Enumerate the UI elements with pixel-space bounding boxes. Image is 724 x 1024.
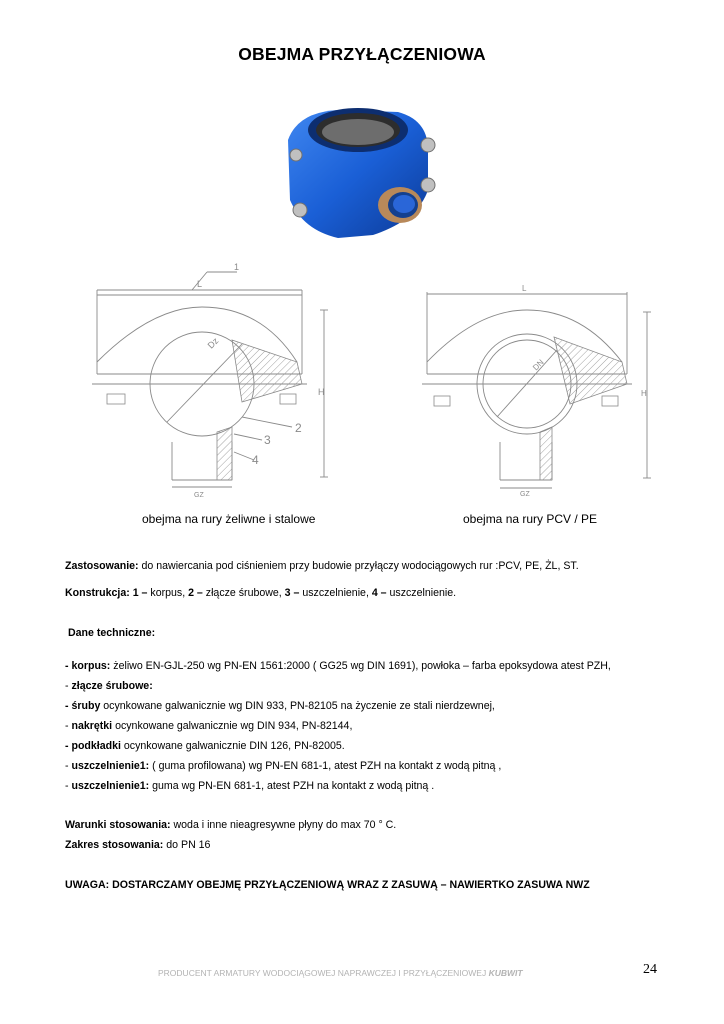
konstrukcja-num-2: 2 – bbox=[188, 587, 203, 599]
dane-row bbox=[65, 680, 153, 692]
dane-prefix: - bbox=[65, 700, 72, 712]
drawing-left-label-n3: 3 bbox=[264, 433, 271, 447]
konstrukcja-text-3: uszczelnienie, bbox=[299, 587, 372, 599]
konstrukcja-num-3: 3 – bbox=[284, 587, 300, 599]
dane-row bbox=[65, 780, 434, 792]
dane-row bbox=[65, 660, 611, 672]
konstrukcja-text-4: uszczelnienie. bbox=[386, 587, 457, 599]
dane-text: żeliwo EN-GJL-250 wg PN-EN 1561:2000 ( GG25 wg DIN 1691), powłoka – farba epoksydowa atest PZH, bbox=[110, 660, 611, 672]
zakres-label: Zakres stosowania: bbox=[65, 839, 164, 851]
drawing-right-label-H: H bbox=[641, 389, 647, 398]
product-photo bbox=[278, 100, 448, 240]
konstrukcja-label: Konstrukcja: bbox=[65, 587, 130, 599]
drawing-right-label-GZ: GZ bbox=[520, 491, 530, 498]
konstrukcja-num-4: 4 – bbox=[371, 587, 387, 599]
caption-left: obejma na rury żeliwne i stalowe bbox=[142, 512, 316, 526]
dane-text: ocynkowane galwanicznie DIN 126, PN-82005. bbox=[120, 740, 345, 752]
caption-right: obejma na rury PCV / PE bbox=[463, 512, 598, 526]
zakres-text: do PN 16 bbox=[163, 839, 211, 851]
dane-bold: podkładki bbox=[71, 740, 121, 752]
dane-bold: korpus: bbox=[71, 660, 111, 672]
dane-prefix: - bbox=[65, 740, 72, 752]
dane-bold: uszczelnienie1: bbox=[71, 780, 150, 792]
dane-prefix: - bbox=[65, 780, 72, 792]
konstrukcja-text-1: korpus, bbox=[147, 587, 189, 599]
drawing-right-label-DN: DN bbox=[531, 357, 546, 373]
dane-bold: nakrętki bbox=[71, 720, 113, 732]
drawing-left-label-n1: 1 bbox=[234, 262, 240, 272]
warunki-label: Warunki stosowania: bbox=[65, 819, 171, 831]
footer-brand: KUBWIT bbox=[488, 968, 523, 978]
dane-row bbox=[65, 760, 501, 772]
dane-text: ocynkowane galwanicznie wg DIN 934, PN-82144, bbox=[112, 720, 353, 732]
dane-text: guma wg PN-EN 681-1, atest PZH na kontakt z wodą pitną . bbox=[149, 780, 435, 792]
zastosowanie-text: do nawiercania pod ciśnieniem przy budowie przyłączy wodociągowych rur :PCV, PE, ŻL, ST. bbox=[138, 560, 579, 572]
drawing-left-label-L: L bbox=[197, 279, 203, 289]
dane-prefix: - bbox=[65, 720, 72, 732]
konstrukcja-line bbox=[65, 587, 456, 599]
konstrukcja-text-2: złącze śrubowe, bbox=[202, 587, 285, 599]
zastosowanie-line bbox=[65, 560, 579, 572]
footer-text: PRODUCENT ARMATURY WODOCIĄGOWEJ NAPRAWCZEJ I PRZYŁĄCZENIOWEJ bbox=[158, 968, 489, 978]
dane-bold: śruby bbox=[71, 700, 101, 712]
zakres-line bbox=[65, 839, 210, 851]
footer bbox=[158, 968, 523, 978]
drawing-left-label-H: H bbox=[318, 387, 325, 397]
dane-row bbox=[65, 720, 352, 732]
warunki-line bbox=[65, 819, 396, 831]
drawing-left-label-n4: 4 bbox=[252, 453, 259, 467]
warunki-text: woda i inne nieagresywne płyny do max 70 ° C. bbox=[170, 819, 397, 831]
dane-row bbox=[65, 700, 495, 712]
drawing-left-label-n2: 2 bbox=[295, 421, 302, 435]
dane-bold: złącze śrubowe: bbox=[71, 680, 153, 692]
zastosowanie-label: Zastosowanie: bbox=[65, 560, 139, 572]
drawing-pvc-pe bbox=[422, 282, 662, 498]
konstrukcja-num-1: 1 – bbox=[132, 587, 148, 599]
drawing-left-label-Dz: Dz bbox=[205, 335, 221, 351]
dane-prefix: - bbox=[65, 660, 72, 672]
page-number: 24 bbox=[643, 962, 657, 977]
drawing-left-label-GZ: GZ bbox=[194, 492, 204, 499]
dane-header: Dane techniczne: bbox=[68, 627, 156, 639]
dane-bold: uszczelnienie1: bbox=[71, 760, 150, 772]
page-title: OBEJMA PRZYŁĄCZENIOWA bbox=[238, 44, 486, 64]
uwaga-line: UWAGA: DOSTARCZAMY OBEJMĘ PRZYŁĄCZENIOWĄ WRAZ Z ZASUWĄ – NAWIERTKO ZASUWA NWZ bbox=[65, 879, 590, 891]
dane-row bbox=[65, 740, 345, 752]
dane-prefix: - bbox=[65, 760, 72, 772]
drawing-cast-iron-steel bbox=[92, 262, 342, 500]
drawing-right-label-L: L bbox=[522, 284, 527, 293]
dane-text: ocynkowane galwanicznie wg DIN 933, PN-82105 na życzenie ze stali nierdzewnej, bbox=[100, 700, 495, 712]
dane-prefix: - bbox=[65, 680, 72, 692]
dane-text: ( guma profilowana) wg PN-EN 681-1, atest PZH na kontakt z wodą pitną , bbox=[149, 760, 502, 772]
